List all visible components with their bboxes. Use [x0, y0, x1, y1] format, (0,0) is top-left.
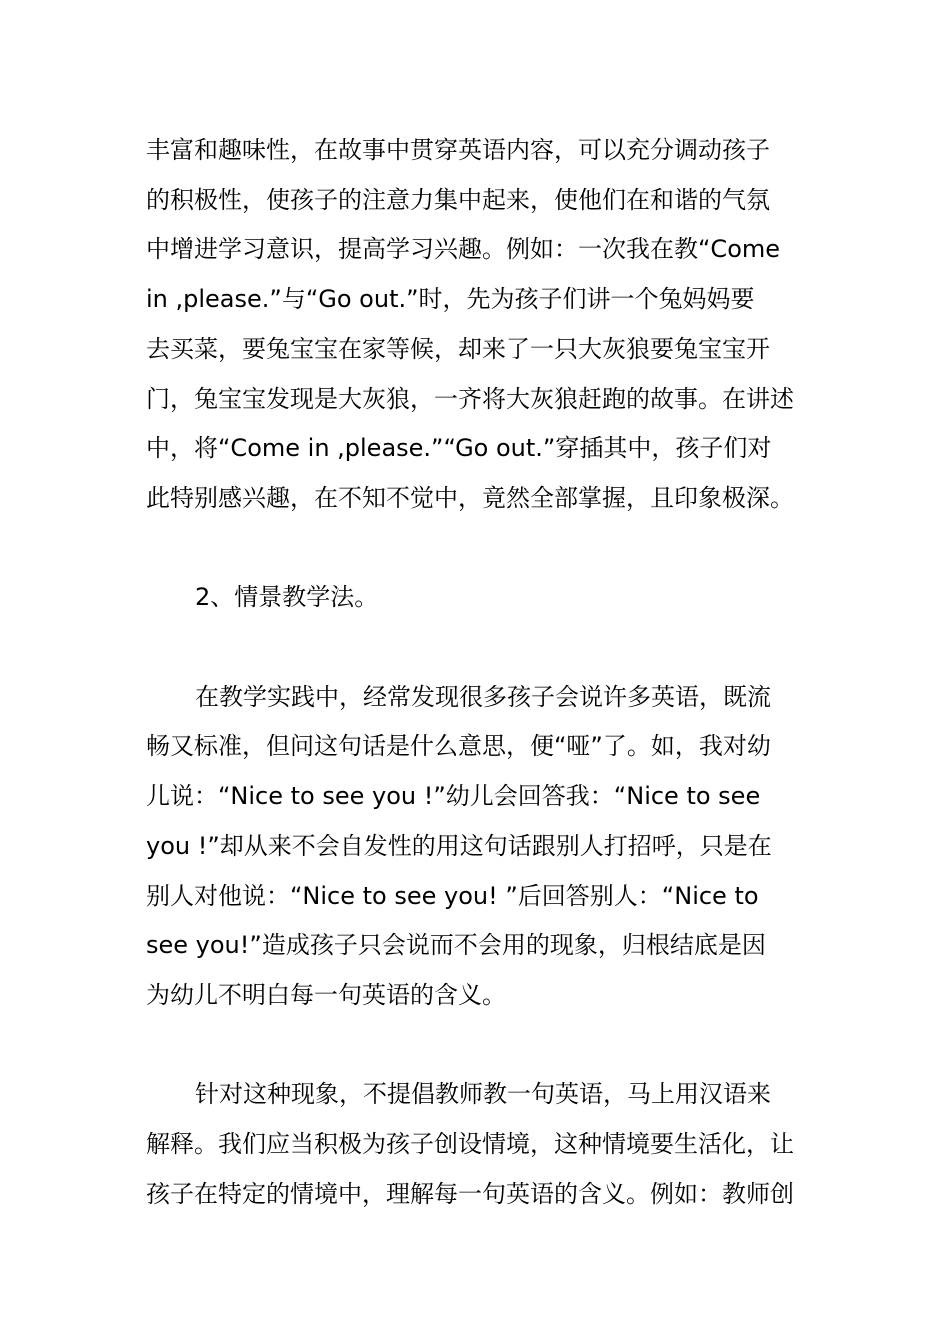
section-heading: [146, 573, 806, 623]
text-line: see you!”造成孩子只会说而不会用的现象，归根结底是因: [146, 931, 766, 960]
text-line: 中，将“Come in ,please.”“Go out.”穿插其中，孩子们对: [146, 434, 772, 463]
text-line: 为幼儿不明白每一句英语的含义。: [146, 980, 506, 1009]
paragraph-practice: [146, 673, 806, 1021]
text-line: 丰富和趣味性，在故事中贯穿英语内容，可以充分调动孩子: [146, 136, 770, 164]
text-line: 针对这种现象，不提倡教师教一句英语，马上用汉语来: [195, 1080, 771, 1109]
text-line: 别人对他说：“Nice to see you! ”后回答别人：“Nice to: [146, 881, 759, 910]
text-line: 去买菜，要兔宝宝在家等候，却来了一只大灰狼要兔宝宝开: [146, 334, 770, 363]
paragraph-gap: [146, 623, 806, 673]
text-line: 儿说：“Nice to see you !”幼儿会回答我：“Nice to see: [146, 782, 761, 811]
text-line: 畅又标准，但问这句话是什么意思，便“哑”了。如，我对幼: [146, 732, 771, 761]
text-line: 在教学实践中，经常发现很多孩子会说许多英语，既流: [195, 682, 771, 711]
paragraph-gap: [146, 524, 806, 574]
text-line: you !”却从来不会自发性的用这句话跟别人打招呼，只是在: [146, 831, 772, 860]
text-line: 解释。我们应当积极为孩子创设情境，这种情境要生活化，让: [146, 1130, 794, 1159]
text-line: 此特别感兴趣，在不知不觉中，竟然全部掌握，且印象极深。: [146, 483, 794, 512]
text-line: in ,please.”与“Go out.”时，先为孩子们讲一个兔妈妈要: [146, 285, 755, 314]
paragraph-story-method: [146, 126, 806, 524]
text-line: 中增进学习意识，提高学习兴趣。例如：一次我在教“Come: [146, 235, 781, 264]
document-body: [146, 126, 806, 1219]
paragraph-solution: [146, 1070, 806, 1219]
text-line: 孩子在特定的情境中，理解每一句英语的含义。例如：教师创: [146, 1179, 794, 1208]
heading-line: 2、情景教学法。: [195, 583, 379, 612]
text-line: 门，兔宝宝发现是大灰狼，一齐将大灰狼赶跑的故事。在讲述: [146, 384, 794, 413]
paragraph-gap: [146, 1021, 806, 1071]
text-line: 的积极性，使孩子的注意力集中起来，使他们在和谐的气氛: [146, 185, 770, 214]
